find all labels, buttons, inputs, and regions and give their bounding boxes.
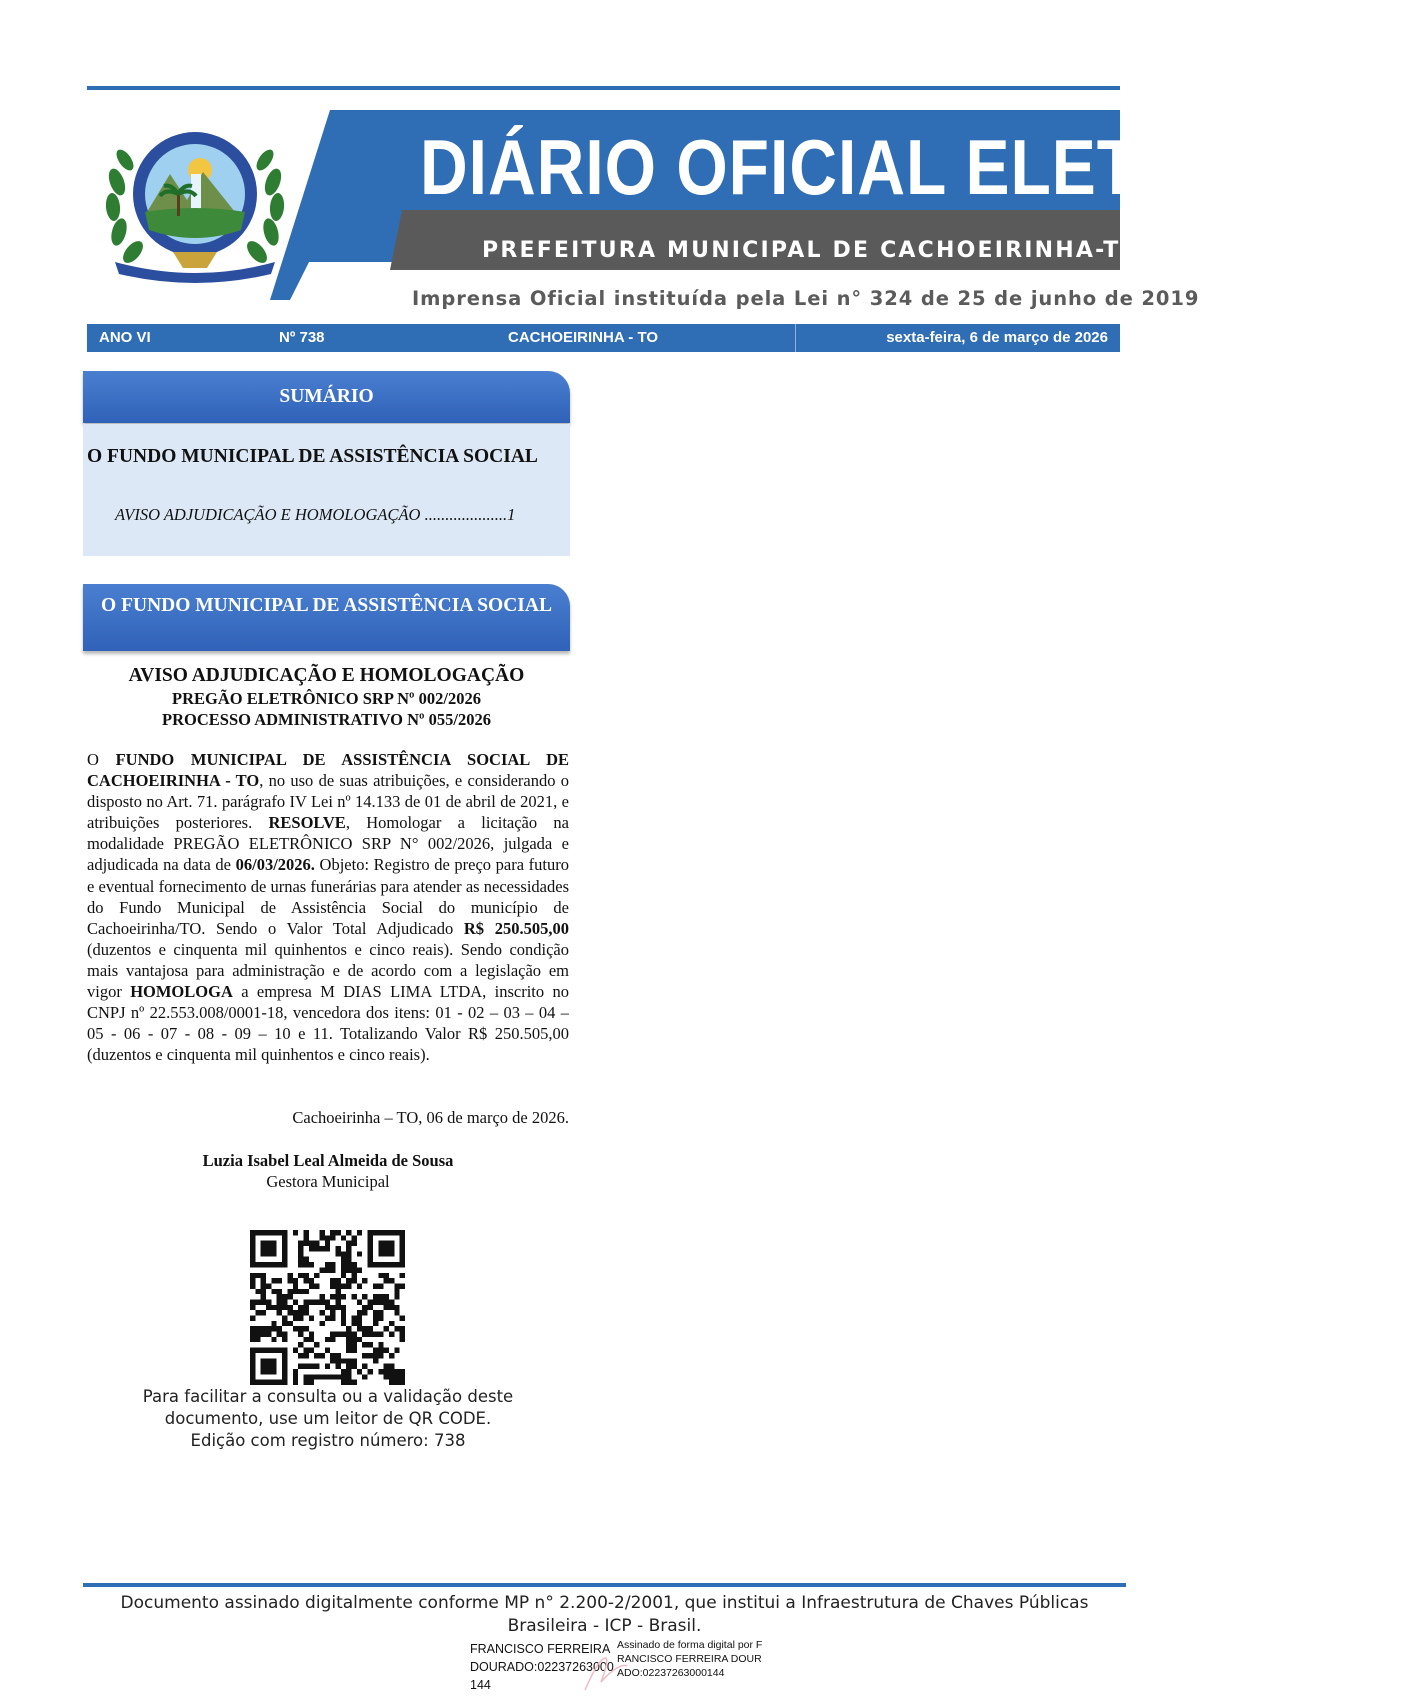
summary-heading: SUMÁRIO	[83, 371, 570, 423]
body-total-value: R$ 250.505,00	[463, 918, 569, 938]
qr-note-line1: Para facilitar a consulta ou a validação deste	[142, 1387, 514, 1406]
qr-instructions	[87, 1386, 569, 1452]
body-homologa: HOMOLOGA	[130, 982, 233, 1002]
notice-auction-number: PREGÃO ELETRÔNICO SRP Nº 002/2026	[172, 689, 481, 708]
toc-entry-notice-label: AVISO ADJUDICAÇÃO E HOMOLOGAÇÃO	[115, 505, 421, 524]
header-top-rule	[87, 86, 1120, 90]
footer-note-line1: Documento assinado digitalmente conforme MP n° 2.200-2/2001, que institui a Infraestrutura de Chaves Públicas	[120, 1593, 1089, 1613]
edition-number: Nº 738	[279, 329, 325, 346]
body-text-d: (duzentos e cinquenta mil quinhentos e cinco reais). Sendo condição mais vantajosa para administração e de acordo com a legislação em vigor	[87, 939, 569, 1002]
notice-body	[87, 749, 569, 1065]
digital-signature-stamp: Assinado de forma digital por FRANCISCO FERREIRA DOURADO:02237263000144	[617, 1639, 763, 1679]
signer-role: Gestora Municipal	[266, 1172, 390, 1191]
qr-note-line3: Edição com registro número: 738	[190, 1431, 466, 1450]
place-and-date: Cachoeirinha – TO, 06 de março de 2026.	[292, 1108, 569, 1127]
edition-year: ANO VI	[99, 329, 151, 346]
digital-signer-name: FRANCISCO FERREIRA DOURADO:02237263000144	[470, 1642, 614, 1692]
toc-entry-notice[interactable]	[115, 505, 565, 525]
journal-title: DIÁRIO OFICIAL ELETRÔNICO	[420, 123, 1408, 211]
body-award-date: 06/03/2026.	[235, 855, 315, 875]
footer-rule	[83, 1583, 1126, 1587]
qr-note-line2: documento, use um leitor de QR CODE.	[164, 1409, 492, 1428]
edition-info-bar	[87, 324, 1120, 352]
section-heading: O FUNDO MUNICIPAL DE ASSISTÊNCIA SOCIAL	[83, 584, 570, 651]
notice-process-number: PROCESSO ADMINISTRATIVO Nº 055/2026	[162, 710, 491, 729]
toc-entry-fund-label: O FUNDO MUNICIPAL DE ASSISTÊNCIA SOCIAL	[87, 446, 538, 467]
body-text-a: , no uso de suas atribuições, e considerando o disposto no Art. 71. parágrafo IV Lei nº 14.133 de 01 de abril de 2021, e atribuições posteriores.	[87, 771, 569, 833]
prefecture-name: PREFEITURA MUNICIPAL DE CACHOEIRINHA-TO	[482, 238, 1142, 263]
body-text-e: a empresa M DIAS LIMA LTDA, inscrito no CNPJ nº 22.553.008/0001-18, vencedora dos itens: 01 - 02 – 03 – 04 – 05 - 06 - 07 - 08 - 09 – 10 e 11. Totalizando Valor R$ 250.505,00 (duzentos e cinquenta mil quinhentos e cinco reais).	[87, 982, 569, 1065]
notice-title: AVISO ADJUDICAÇÃO E HOMOLOGAÇÃO	[128, 665, 525, 686]
toc-entry-fund[interactable]	[87, 446, 567, 468]
signature-block	[87, 1150, 569, 1192]
body-text-b: , Homologar a licitação na modalidade PREGÃO ELETRÔNICO SRP N° 002/2026, julgada e adjudicada na data de	[87, 813, 569, 875]
edition-city: CACHOEIRINHA - TO	[508, 329, 658, 346]
qr-code[interactable]	[250, 1230, 405, 1385]
body-text-start: O	[87, 750, 116, 769]
toc-entry-notice-page: 1	[507, 505, 516, 524]
toc-entry-notice-leader: ....................	[424, 505, 508, 524]
summary-panel	[83, 424, 570, 556]
signer-name: Luzia Isabel Leal Almeida de Sousa	[202, 1151, 454, 1170]
body-resolve: RESOLVE	[268, 813, 346, 833]
digital-signature-note	[83, 1592, 1126, 1638]
body-org-name: FUNDO MUNICIPAL DE ASSISTÊNCIA SOCIAL DE CACHOEIRINHA - TO	[87, 750, 569, 791]
body-text-c: Objeto: Registro de preço para futuro e eventual fornecimento de urnas funerárias para atender as necessidades do Fundo Municipal de Assistência Social do município de Cachoeirinha/TO. Sendo o Valor Total Adjudicado	[87, 855, 570, 938]
info-bar-divider	[795, 324, 796, 352]
footer-note-line2: Brasileira - ICP - Brasil.	[507, 1616, 702, 1636]
edition-date: sexta-feira, 6 de março de 2026	[886, 329, 1108, 346]
official-press-law: Imprensa Oficial instituída pela Lei n° 324 de 25 de junho de 2019	[412, 287, 1200, 310]
